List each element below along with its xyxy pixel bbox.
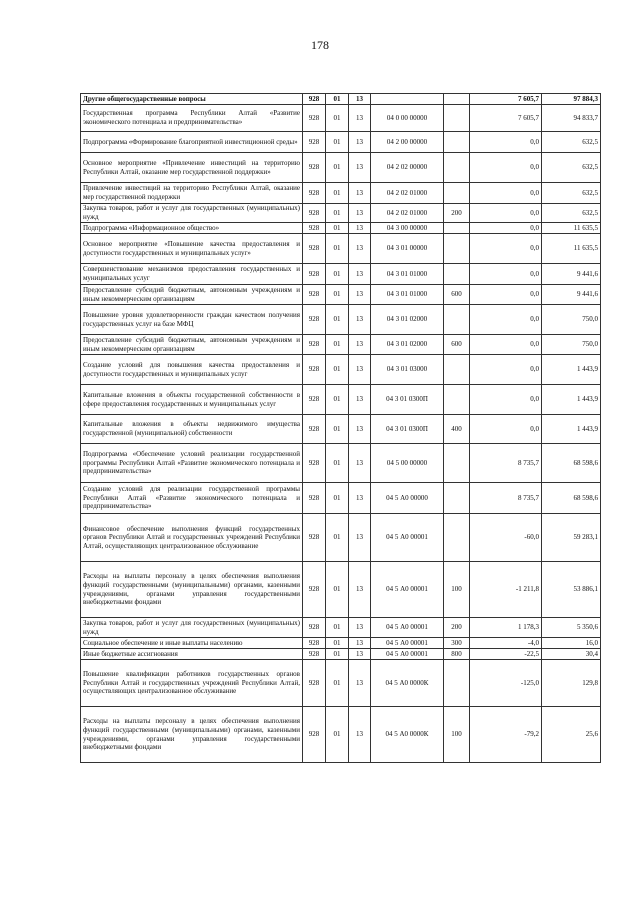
subsection-code: 13 (349, 234, 371, 264)
expense-type (444, 234, 470, 264)
target-article: 04 5 00 00000 (371, 444, 444, 483)
amount-total: 53 886,1 (542, 562, 601, 618)
table-row (81, 305, 601, 335)
target-article: 04 3 01 01000 (371, 285, 444, 305)
table-row (81, 94, 601, 105)
ministry-code: 928 (303, 305, 326, 335)
ministry-code: 928 (303, 660, 326, 707)
table-row (81, 707, 601, 763)
row-name: Государственная программа Республики Алтай «Развитие экономического потенциала и предпринимательства» (81, 105, 303, 132)
ministry-code: 928 (303, 183, 326, 204)
table-row (81, 132, 601, 153)
expense-type (444, 105, 470, 132)
target-article: 04 5 А0 00000 (371, 483, 444, 514)
subsection-code: 13 (349, 660, 371, 707)
ministry-code: 928 (303, 649, 326, 660)
target-article: 04 5 А0 00001 (371, 638, 444, 649)
amount-change: 7 605,7 (470, 94, 542, 105)
subsection-code: 13 (349, 105, 371, 132)
amount-change: 0,0 (470, 234, 542, 264)
amount-total: 1 443,9 (542, 355, 601, 385)
amount-total: 59 283,1 (542, 514, 601, 562)
row-name: Привлечение инвестиций на территорию Республики Алтай, оказание мер государственной поддержки (81, 183, 303, 204)
table-row (81, 204, 601, 223)
ministry-code: 928 (303, 335, 326, 355)
section-code: 01 (326, 355, 349, 385)
subsection-code: 13 (349, 305, 371, 335)
target-article: 04 3 01 0300П (371, 415, 444, 444)
target-article: 04 3 01 00000 (371, 234, 444, 264)
ministry-code: 928 (303, 223, 326, 234)
ministry-code: 928 (303, 444, 326, 483)
target-article: 04 3 01 01000 (371, 264, 444, 285)
expense-type: 600 (444, 285, 470, 305)
target-article: 04 5 А0 00001 (371, 514, 444, 562)
amount-change: 0,0 (470, 355, 542, 385)
row-name: Другие общегосударственные вопросы (81, 94, 303, 105)
amount-change: 0,0 (470, 335, 542, 355)
target-article: 04 2 02 01000 (371, 204, 444, 223)
row-name: Расходы на выплаты персоналу в целях обеспечения выполнения функций государственными (муниципальными) органами, казенными учреждениями, органами управления государственными внебюджетными фондами (81, 707, 303, 763)
expense-type (444, 223, 470, 234)
target-article: 04 3 01 0300П (371, 385, 444, 415)
expense-type (444, 660, 470, 707)
row-name: Социальное обеспечение и иные выплаты населению (81, 638, 303, 649)
expense-type (444, 385, 470, 415)
row-name: Подпрограмма «Формирование благоприятной инвестиционной среды» (81, 132, 303, 153)
amount-total: 68 598,6 (542, 483, 601, 514)
section-code: 01 (326, 660, 349, 707)
subsection-code: 13 (349, 562, 371, 618)
ministry-code: 928 (303, 415, 326, 444)
ministry-code: 928 (303, 94, 326, 105)
target-article: 04 5 А0 0000К (371, 707, 444, 763)
ministry-code: 928 (303, 355, 326, 385)
subsection-code: 13 (349, 285, 371, 305)
subsection-code: 13 (349, 183, 371, 204)
expense-type (444, 444, 470, 483)
ministry-code: 928 (303, 562, 326, 618)
amount-change: 0,0 (470, 223, 542, 234)
row-name: Закупка товаров, работ и услуг для государственных (муниципальных) нужд (81, 618, 303, 638)
amount-change: 0,0 (470, 183, 542, 204)
row-name: Создание условий для реализации государственной программы Республики Алтай «Развитие экономического потенциала и предпринимательства» (81, 483, 303, 514)
section-code: 01 (326, 638, 349, 649)
amount-change: 7 605,7 (470, 105, 542, 132)
page-number: 178 (311, 38, 329, 52)
row-name: Предоставление субсидий бюджетным, автономным учреждениям и иным некоммерческим организациям (81, 335, 303, 355)
target-article: 04 0 00 00000 (371, 105, 444, 132)
table-row (81, 223, 601, 234)
ministry-code: 928 (303, 234, 326, 264)
table-row (81, 385, 601, 415)
target-article: 04 5 А0 00001 (371, 618, 444, 638)
ministry-code: 928 (303, 204, 326, 223)
table-row (81, 355, 601, 385)
subsection-code: 13 (349, 514, 371, 562)
section-code: 01 (326, 94, 349, 105)
target-article: 04 3 01 03000 (371, 355, 444, 385)
section-code: 01 (326, 132, 349, 153)
section-code: 01 (326, 153, 349, 183)
amount-total: 632,5 (542, 204, 601, 223)
ministry-code: 928 (303, 514, 326, 562)
subsection-code: 13 (349, 223, 371, 234)
target-article: 04 3 00 00000 (371, 223, 444, 234)
budget-table (80, 93, 601, 763)
table-row (81, 183, 601, 204)
amount-total: 632,5 (542, 153, 601, 183)
table-row (81, 562, 601, 618)
ministry-code: 928 (303, 483, 326, 514)
subsection-code: 13 (349, 483, 371, 514)
amount-total: 129,8 (542, 660, 601, 707)
amount-change: -79,2 (470, 707, 542, 763)
amount-change: -60,0 (470, 514, 542, 562)
target-article: 04 2 02 01000 (371, 183, 444, 204)
table-row (81, 649, 601, 660)
amount-change: 0,0 (470, 415, 542, 444)
amount-total: 9 441,6 (542, 285, 601, 305)
row-name: Повышение квалификации работников государственных органов Республики Алтай и государственных учреждений Республики Алтай, осуществляющих централизованное обслуживание (81, 660, 303, 707)
row-name: Основное мероприятие «Повышение качества предоставления и доступности государственных и муниципальных услуг» (81, 234, 303, 264)
expense-type: 600 (444, 335, 470, 355)
row-name: Расходы на выплаты персоналу в целях обеспечения выполнения функций государственными (муниципальными) органами, казенными учреждениями, органами управления государственными внебюджетными фондами (81, 562, 303, 618)
row-name: Совершенствование механизмов предоставления государственных и муниципальных услуг (81, 264, 303, 285)
amount-change: 0,0 (470, 305, 542, 335)
amount-change: 0,0 (470, 204, 542, 223)
ministry-code: 928 (303, 638, 326, 649)
target-article: 04 2 00 00000 (371, 132, 444, 153)
amount-total: 632,5 (542, 132, 601, 153)
amount-total: 97 884,3 (542, 94, 601, 105)
expense-type (444, 264, 470, 285)
expense-type (444, 132, 470, 153)
amount-total: 750,0 (542, 305, 601, 335)
table-row (81, 618, 601, 638)
section-code: 01 (326, 234, 349, 264)
amount-change: 0,0 (470, 385, 542, 415)
amount-total: 1 443,9 (542, 385, 601, 415)
subsection-code: 13 (349, 264, 371, 285)
table-row (81, 415, 601, 444)
ministry-code: 928 (303, 264, 326, 285)
table-row (81, 285, 601, 305)
section-code: 01 (326, 444, 349, 483)
section-code: 01 (326, 562, 349, 618)
subsection-code: 13 (349, 132, 371, 153)
table-row (81, 335, 601, 355)
expense-type: 100 (444, 707, 470, 763)
ministry-code: 928 (303, 285, 326, 305)
subsection-code: 13 (349, 385, 371, 415)
row-name: Подпрограмма «Информационное общество» (81, 223, 303, 234)
amount-total: 94 833,7 (542, 105, 601, 132)
table-row (81, 444, 601, 483)
section-code: 01 (326, 514, 349, 562)
section-code: 01 (326, 264, 349, 285)
section-code: 01 (326, 105, 349, 132)
row-name: Капитальные вложения в объекты государственной собственности в сфере предоставления государственных и муниципальных услуг (81, 385, 303, 415)
table-body (81, 94, 601, 763)
amount-total: 632,5 (542, 183, 601, 204)
subsection-code: 13 (349, 618, 371, 638)
expense-type (444, 483, 470, 514)
table-row (81, 483, 601, 514)
expense-type (444, 355, 470, 385)
amount-total: 68 598,6 (542, 444, 601, 483)
section-code: 01 (326, 285, 349, 305)
section-code: 01 (326, 483, 349, 514)
amount-change: 0,0 (470, 264, 542, 285)
section-code: 01 (326, 223, 349, 234)
expense-type: 200 (444, 204, 470, 223)
target-article: 04 5 А0 0000К (371, 660, 444, 707)
section-code: 01 (326, 707, 349, 763)
ministry-code: 928 (303, 132, 326, 153)
subsection-code: 13 (349, 638, 371, 649)
expense-type (444, 183, 470, 204)
expense-type (444, 94, 470, 105)
target-article: 04 5 А0 00001 (371, 649, 444, 660)
section-code: 01 (326, 183, 349, 204)
row-name: Основное мероприятие «Привлечение инвестиций на территорию Республики Алтай, оказание мер государственной поддержки» (81, 153, 303, 183)
ministry-code: 928 (303, 105, 326, 132)
row-name: Капитальные вложения в объекты недвижимого имущества государственной (муниципальной) собственности (81, 415, 303, 444)
table-row (81, 105, 601, 132)
target-article: 04 2 02 00000 (371, 153, 444, 183)
section-code: 01 (326, 649, 349, 660)
amount-total: 11 635,5 (542, 234, 601, 264)
amount-total: 750,0 (542, 335, 601, 355)
section-code: 01 (326, 305, 349, 335)
ministry-code: 928 (303, 153, 326, 183)
amount-total: 11 635,5 (542, 223, 601, 234)
row-name: Предоставление субсидий бюджетным, автономным учреждениям и иным некоммерческим организациям (81, 285, 303, 305)
subsection-code: 13 (349, 153, 371, 183)
amount-change: -22,5 (470, 649, 542, 660)
amount-change: -4,0 (470, 638, 542, 649)
section-code: 01 (326, 335, 349, 355)
target-article (371, 94, 444, 105)
amount-change: -1 211,8 (470, 562, 542, 618)
expense-type: 300 (444, 638, 470, 649)
expense-type: 400 (444, 415, 470, 444)
expense-type (444, 514, 470, 562)
row-name: Повышение уровня удовлетворенности граждан качеством получения государственных услуг на базе МФЦ (81, 305, 303, 335)
amount-change: -125,0 (470, 660, 542, 707)
table-row (81, 153, 601, 183)
subsection-code: 13 (349, 355, 371, 385)
amount-total: 5 350,6 (542, 618, 601, 638)
ministry-code: 928 (303, 707, 326, 763)
ministry-code: 928 (303, 385, 326, 415)
table-row (81, 514, 601, 562)
target-article: 04 3 01 02000 (371, 335, 444, 355)
amount-total: 30,4 (542, 649, 601, 660)
row-name: Иные бюджетные ассигнования (81, 649, 303, 660)
subsection-code: 13 (349, 415, 371, 444)
subsection-code: 13 (349, 94, 371, 105)
subsection-code: 13 (349, 707, 371, 763)
subsection-code: 13 (349, 204, 371, 223)
section-code: 01 (326, 415, 349, 444)
amount-total: 9 441,6 (542, 264, 601, 285)
expense-type (444, 305, 470, 335)
amount-total: 25,6 (542, 707, 601, 763)
amount-change: 0,0 (470, 285, 542, 305)
table-row (81, 264, 601, 285)
amount-total: 16,0 (542, 638, 601, 649)
amount-change: 0,0 (470, 153, 542, 183)
target-article: 04 3 01 02000 (371, 305, 444, 335)
row-name: Создание условий для повышения качества предоставления и доступности государственных и муниципальных услуг (81, 355, 303, 385)
amount-total: 1 443,9 (542, 415, 601, 444)
subsection-code: 13 (349, 649, 371, 660)
expense-type: 800 (444, 649, 470, 660)
amount-change: 1 178,3 (470, 618, 542, 638)
expense-type: 200 (444, 618, 470, 638)
amount-change: 8 735,7 (470, 444, 542, 483)
row-name: Финансовое обеспечение выполнения функций государственных органов Республики Алтай и государственных учреждений Республики Алтай, осуществляющих централизованное обслуживание (81, 514, 303, 562)
target-article: 04 5 А0 00001 (371, 562, 444, 618)
amount-change: 8 735,7 (470, 483, 542, 514)
expense-type (444, 153, 470, 183)
row-name: Закупка товаров, работ и услуг для государственных (муниципальных) нужд (81, 204, 303, 223)
amount-change: 0,0 (470, 132, 542, 153)
section-code: 01 (326, 385, 349, 415)
table-row (81, 660, 601, 707)
subsection-code: 13 (349, 444, 371, 483)
ministry-code: 928 (303, 618, 326, 638)
row-name: Подпрограмма «Обеспечение условий реализации государственной программы Республики Алтай «Развитие экономического потенциала и предпринимательства» (81, 444, 303, 483)
table-row (81, 234, 601, 264)
section-code: 01 (326, 204, 349, 223)
expense-type: 100 (444, 562, 470, 618)
table-row (81, 638, 601, 649)
section-code: 01 (326, 618, 349, 638)
subsection-code: 13 (349, 335, 371, 355)
